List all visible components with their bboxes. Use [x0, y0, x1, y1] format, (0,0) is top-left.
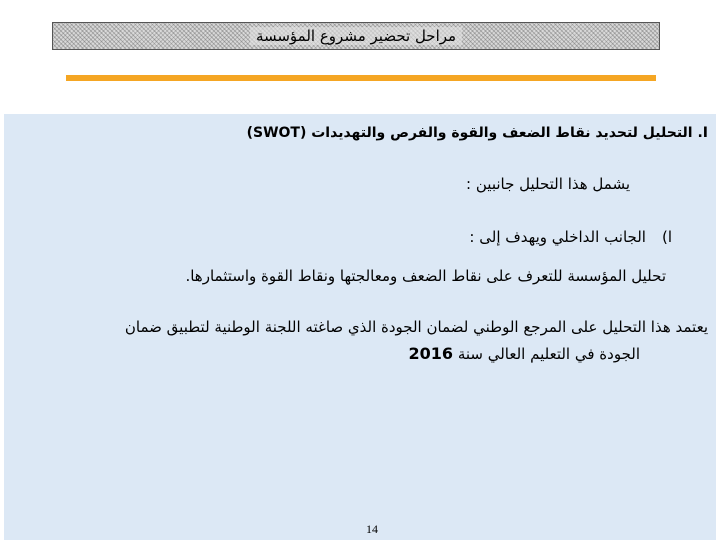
page-number: 14 [366, 522, 378, 536]
section-heading: I. التحليل لتحديد نقاط الضعف والقوة والفرص والتهديدات (SWOT) [246, 125, 708, 141]
reference-year: 2016 [408, 344, 454, 363]
list-marker: ا) [661, 228, 672, 246]
reference-text-line1: يعتمد هذا التحليل على المرجع الوطني لضمان الجودة الذي صاغته اللجنة الوطنية لتطبيق ضمان [124, 318, 708, 336]
purpose-text: تحليل المؤسسة للتعرف على نقاط الضعف ومعالجتها ونقاط القوة واستثمارها. [185, 267, 666, 285]
list-item [469, 228, 672, 246]
slide-title-box [52, 22, 660, 50]
list-item-text: الجانب الداخلي ويهدف إلى : [469, 228, 646, 246]
slide-title: مراحل تحضير مشروع المؤسسة [250, 27, 462, 45]
reference-text-prefix: الجودة في التعليم العالي سنة [457, 345, 640, 363]
intro-text: يشمل هذا التحليل جانبين : [466, 175, 630, 193]
reference-text-line2 [409, 344, 641, 363]
accent-divider [66, 75, 656, 81]
